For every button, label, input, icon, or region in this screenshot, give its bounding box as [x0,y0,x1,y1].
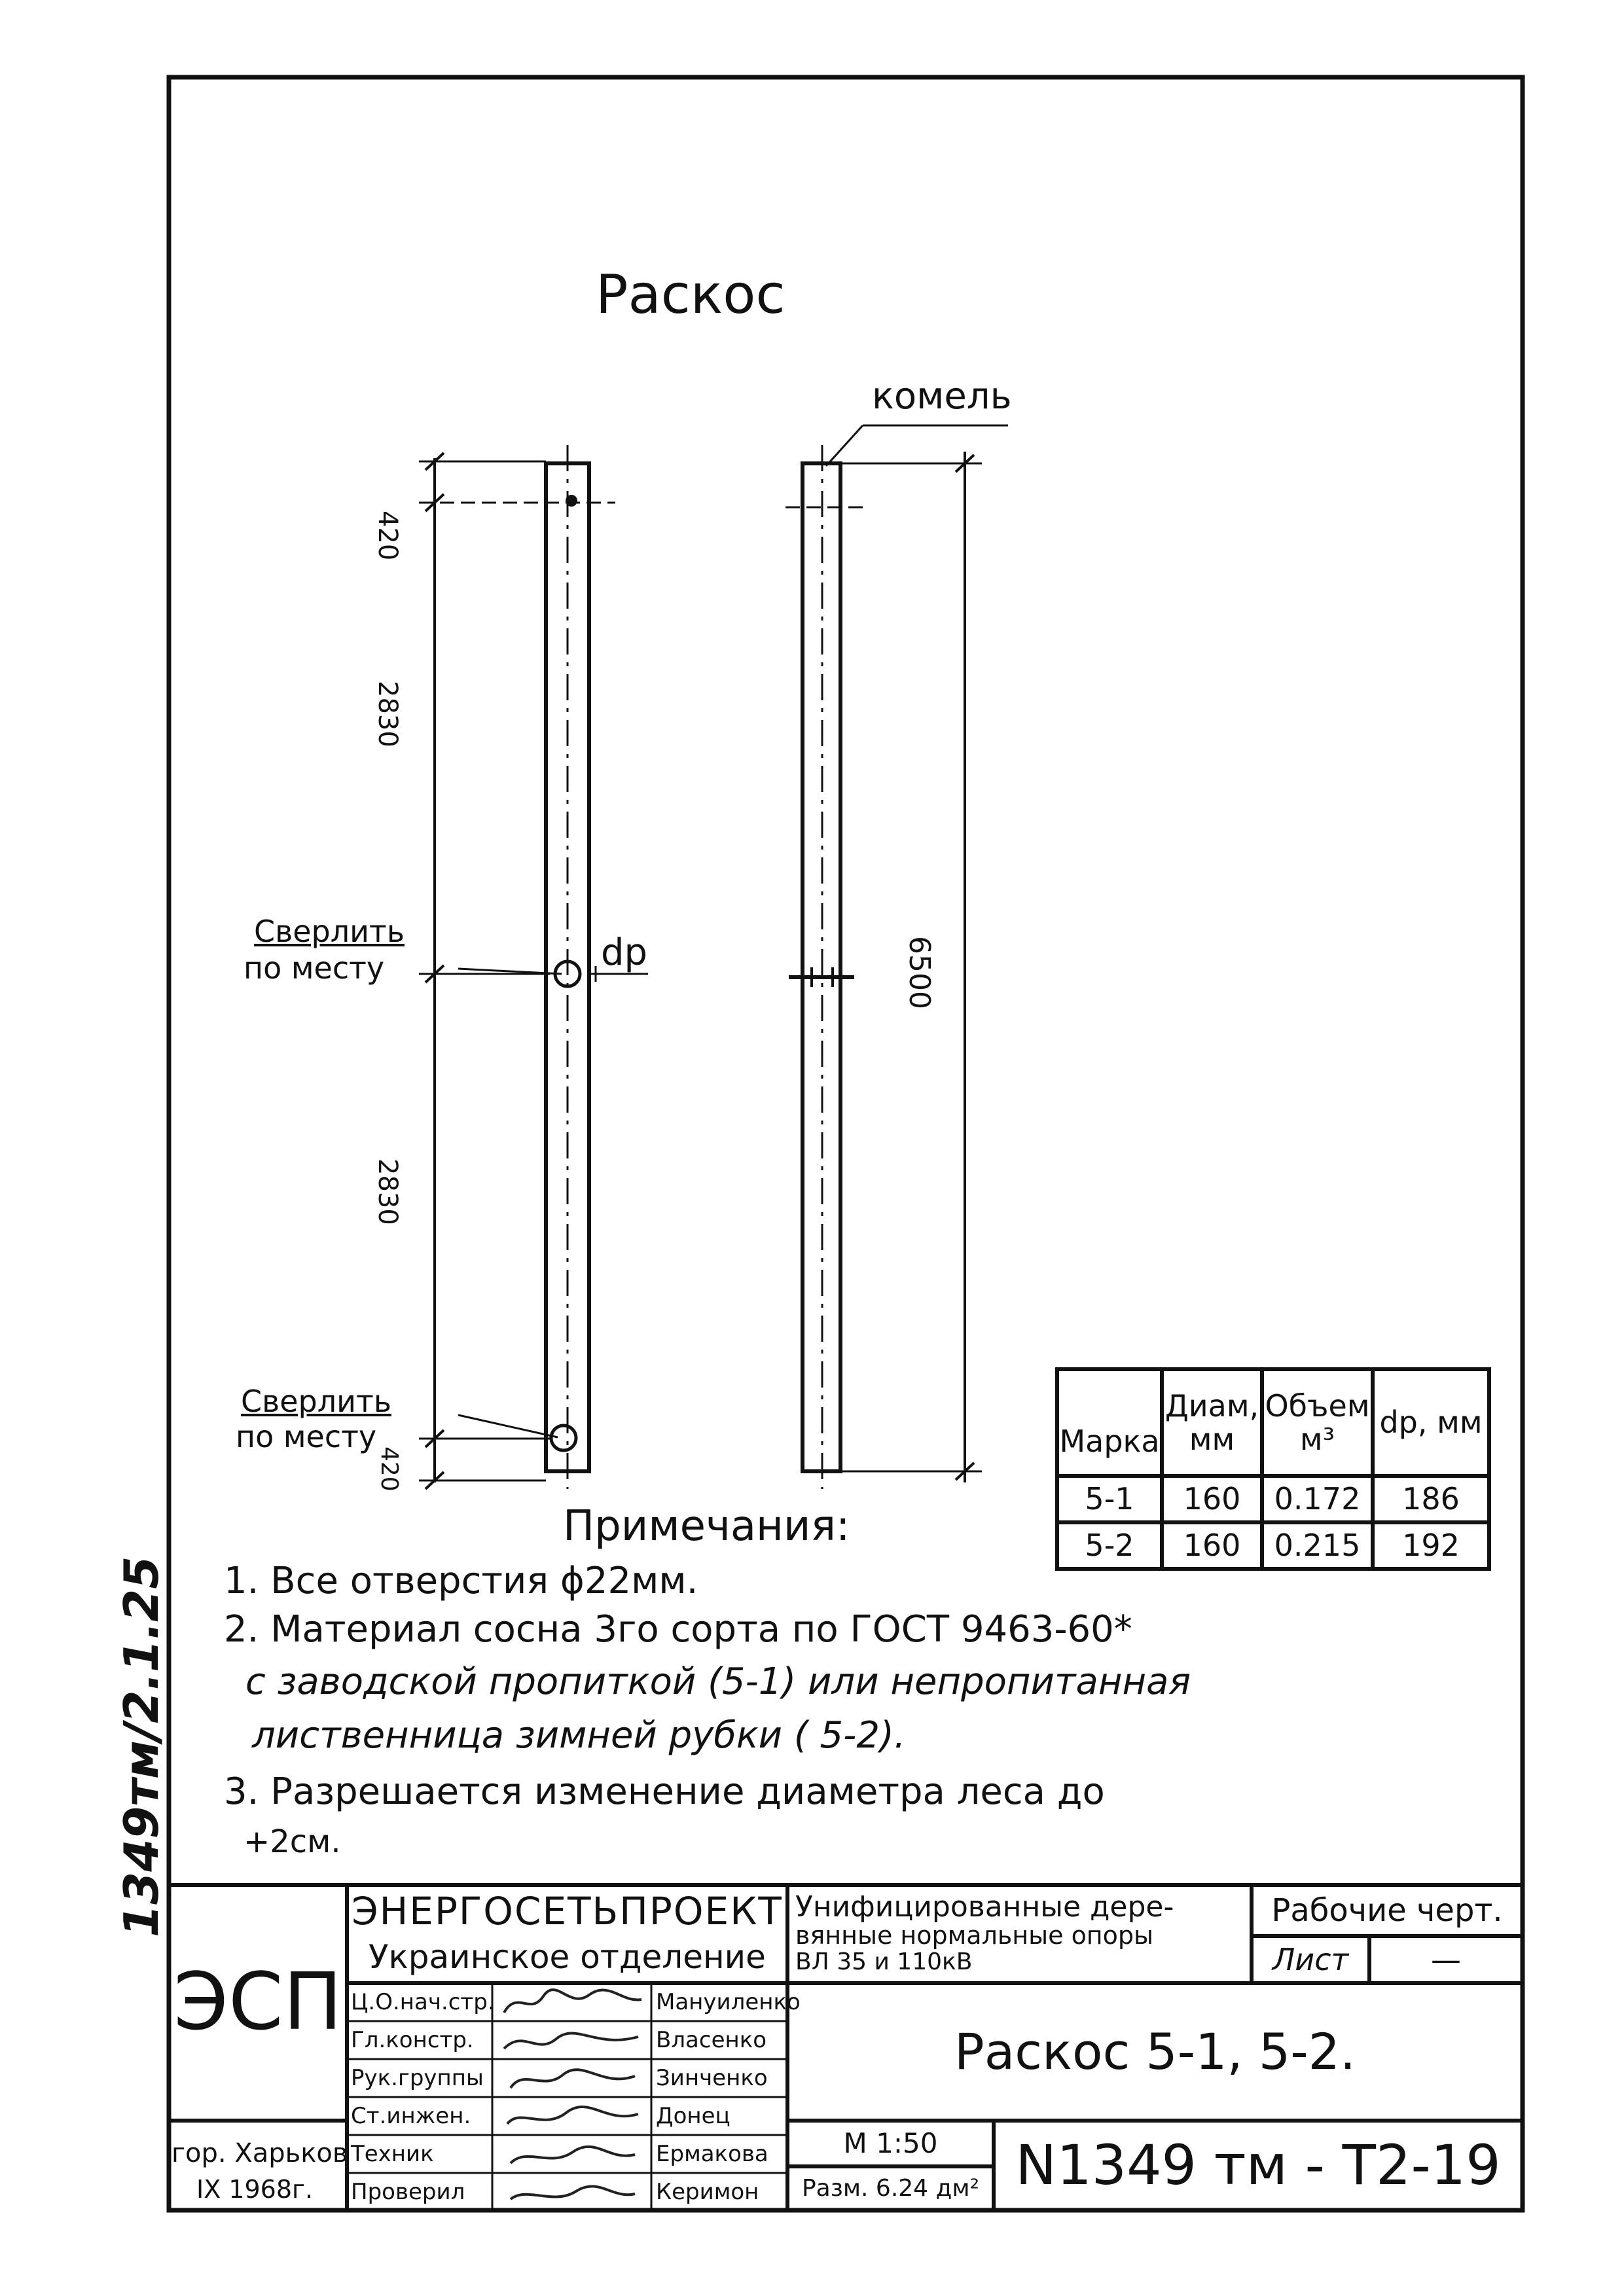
org-dept: Украинское отделение [369,1937,766,1976]
staff-role: Гл.констр. [351,2027,474,2053]
document-number: N1349 тм - Т2-19 [1015,2133,1501,2198]
note-2: 2. Материал сосна 3го сорта по ГОСТ 9463-60* [224,1608,1132,1651]
drill-lower-line2: по месту [236,1419,377,1454]
scale-label: М 1:50 [843,2126,938,2159]
size-label: Разм. 6.24 дм² [801,2174,980,2202]
dim-lower: 2830 [372,1158,403,1225]
staff-role: Ст.инжен. [351,2103,471,2129]
date-label: IX 1968г. [196,2175,314,2204]
table-cell: 160 [1183,1481,1241,1517]
staff-role: Техник [351,2141,434,2167]
butt-end-label: комель [872,375,1012,418]
staff-name: Власенко [656,2027,767,2053]
signatures [497,1983,648,2210]
staff-name: Донец [656,2103,731,2129]
table-cell: 5-2 [1085,1528,1134,1564]
drill-upper-line2: по месту [244,950,385,986]
sheet-label: Лист [1272,1941,1349,1977]
table-header-dp: dp, мм [1379,1405,1483,1441]
org-name: ЭНЕРГОСЕТЬПРОЕКТ [352,1888,783,1933]
project-line1: Унифицированные дере- [795,1890,1174,1924]
notes-heading: Примечания: [563,1502,850,1551]
table-header-volume: Объем м³ [1265,1388,1370,1457]
dim-bottom: 420 [376,1446,403,1492]
note-3: 3. Разрешается изменение диаметра леса до [224,1770,1105,1813]
table-header-diameter: Диам, мм [1164,1388,1259,1457]
drawing-title: Раскос [596,264,785,326]
note-2-cont2: лиственница зимней рубки ( 5-2). [252,1714,906,1757]
staff-name: Зинченко [656,2065,768,2091]
table-cell: 5-1 [1085,1481,1134,1517]
table-cell: 192 [1402,1528,1460,1564]
drawing-name: Раскос 5-1, 5-2. [954,2022,1356,2081]
staff-name: Керимон [656,2179,759,2205]
city-label: гор. Харьков [171,2138,348,2168]
staff-name: Ермакова [656,2141,768,2167]
dp-label: dp [601,931,648,974]
note-3-cont: +2см. [244,1823,341,1860]
sheet-value: — [1431,1941,1461,1977]
project-line2: вянные нормальные опоры [795,1921,1154,1950]
dim-upper: 2830 [372,681,403,747]
stage-label: Рабочие черт. [1271,1892,1503,1929]
dim-total: 6500 [903,936,936,1009]
staff-role: Ц.О.нач.стр. [351,1989,495,2015]
table-cell: 186 [1402,1481,1460,1517]
note-2-cont: с заводской пропиткой (5-1) или непропитанная [245,1660,1191,1703]
table-cell: 0.215 [1274,1528,1361,1564]
note-1: 1. Все отверстия ϕ22мм. [224,1560,698,1602]
staff-role: Проверил [351,2179,465,2205]
project-line3: ВЛ 35 и 110кВ [795,1948,973,1975]
side-archive-label: 1349тм/2.1.25 [114,1556,169,1937]
table-cell: 160 [1183,1528,1241,1564]
drill-upper-line1: Сверлить [254,914,405,949]
dim-top: 420 [372,511,403,561]
drill-lower-line1: Сверлить [241,1384,391,1419]
table-cell: 0.172 [1274,1481,1361,1517]
staff-role: Рук.группы [351,2065,484,2091]
logo-esp: ЭСП [173,1957,342,2048]
staff-name: Мануиленко [656,1989,801,2015]
table-header-mark: Марка [1059,1424,1160,1460]
